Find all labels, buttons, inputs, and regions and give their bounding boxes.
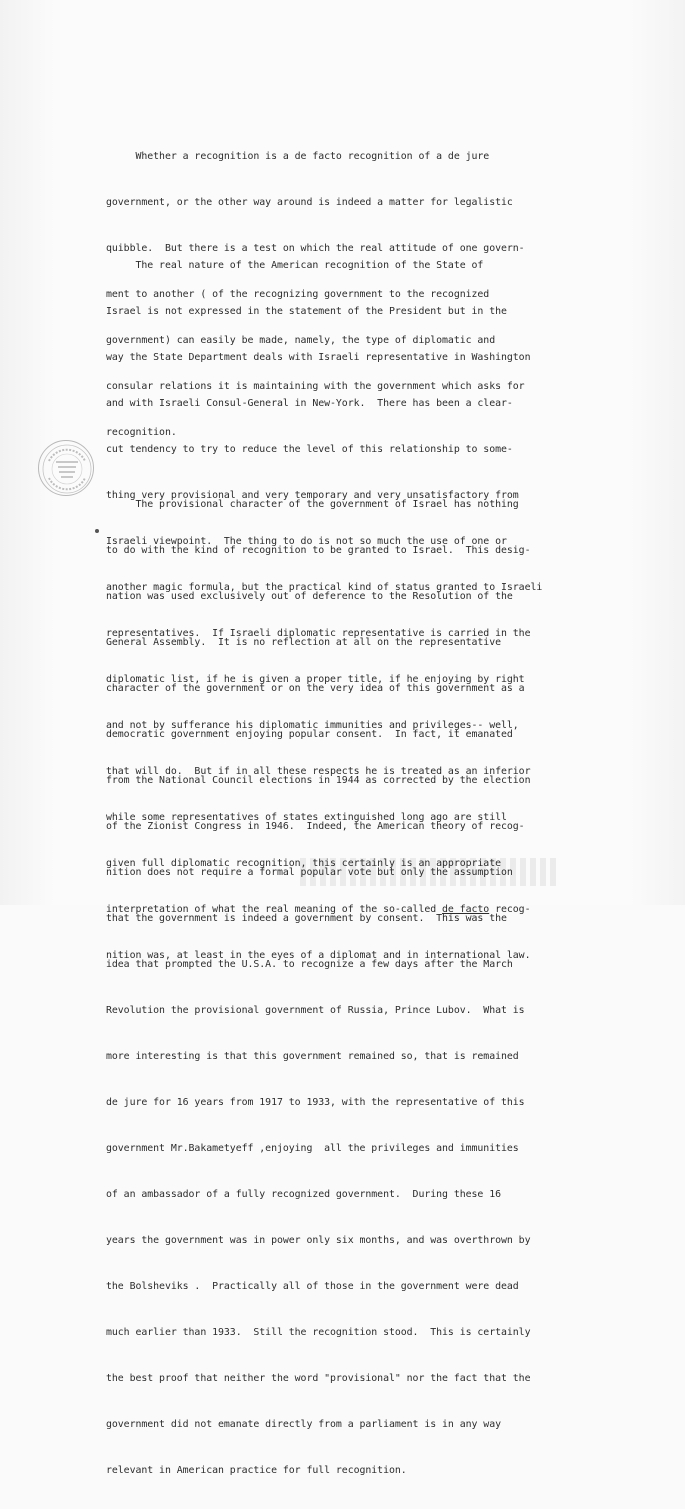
text-line: from the National Council elections in 1944 as corrected by the election bbox=[106, 774, 531, 786]
text-line: quibble. But there is a test on which the real attitude of one govern- bbox=[106, 242, 525, 254]
archive-seal-stamp-icon bbox=[38, 440, 94, 496]
text-line: much earlier than 1933. Still the recognition stood. This is certainly bbox=[106, 1327, 531, 1339]
text-line: Revolution the provisional government of Russia, Prince Lubov. What is bbox=[106, 1005, 525, 1017]
text-line: government did not emanate directly from a parliament is in any way bbox=[106, 1419, 501, 1431]
margin-mark bbox=[95, 529, 99, 533]
text-line: cut tendency to try to reduce the level of this relationship to some- bbox=[106, 443, 513, 455]
text-line: government) can easily be made, namely, the type of diplomatic and bbox=[106, 334, 496, 346]
text-line: Whether a recognition is a de facto recognition of a de jure bbox=[106, 150, 490, 162]
text-line: character of the government or on the very idea of this government as a bbox=[106, 682, 525, 694]
text-line: and not by sufferance his diplomatic immunities and privileges-- well, bbox=[106, 720, 519, 731]
text-line: The provisional character of the government of Israel has nothing bbox=[106, 498, 519, 510]
text-line: democratic government enjoying popular consent. In fact, it emanated bbox=[106, 728, 513, 740]
text-line: ment to another ( of the recognizing government to the recognized bbox=[106, 288, 490, 300]
text-line: of the Zionist Congress in 1946. Indeed, the American theory of recog- bbox=[106, 820, 525, 832]
text-line: years the government was in power only six months, and was overthrown by bbox=[106, 1235, 531, 1247]
text-line: more interesting is that this government remained so, that is remained bbox=[106, 1051, 519, 1063]
text-line: to do with the kind of recognition to be granted to Israel. This desig- bbox=[106, 544, 531, 556]
faint-bleed-through bbox=[300, 858, 560, 886]
text-line: given full diplomatic recognition, this certainly is an appropriate bbox=[106, 858, 501, 870]
text-line: General Assembly. It is no reflection at all on the representative bbox=[106, 636, 501, 648]
text-line: nation was used exclusively out of deference to the Resolution of the bbox=[106, 590, 513, 602]
text-line: another magic formula, but the practical kind of status granted to Israeli bbox=[106, 581, 543, 593]
text-fragment: interpretation of what the real meaning of the so-called bbox=[106, 904, 443, 916]
text-line: government Mr.Bakametyeff ,enjoying all the privileges and immunities bbox=[106, 1143, 519, 1155]
text-line: diplomatic list, if he is given a proper title, if he enjoying by right bbox=[106, 673, 525, 685]
text-line: representatives. If Israeli diplomatic representative is carried in the bbox=[106, 627, 531, 639]
text-line: relevant in American practice for full recognition. bbox=[106, 1465, 407, 1477]
text-line: Israel is not expressed in the statement of the President but in the bbox=[106, 305, 507, 317]
text-fragment: recog- bbox=[489, 904, 531, 916]
text-line: consular relations it is maintaining with the government which asks for bbox=[106, 380, 525, 392]
underlined-phrase: de facto bbox=[442, 904, 490, 916]
text-line: way the State Department deals with Israeli representative in Washington bbox=[106, 351, 531, 363]
text-line: idea that prompted the U.S.A. to recognize a few days after the March bbox=[106, 959, 513, 970]
text-line: The real nature of the American recognition of the State of bbox=[106, 259, 484, 271]
text-line: nition does not require a formal popular vote but only the assumption bbox=[106, 866, 513, 878]
text-line: de jure for 16 years from 1917 to 1933, with the representative of this bbox=[106, 1097, 525, 1109]
paragraph-3 bbox=[106, 466, 606, 1509]
text-line: that the government is indeed a government by consent. This was the bbox=[106, 912, 507, 924]
text-line: recognition. bbox=[106, 426, 177, 438]
text-line: nition was, at least in the eyes of a diplomat and in international law. bbox=[106, 950, 531, 962]
text-line: thing very provisional and very temporary and very unsatisfactory from bbox=[106, 489, 519, 501]
text-line: government, or the other way around is indeed a matter for legalistic bbox=[106, 196, 513, 208]
text-line: that will do. But if in all these respects he is treated as an inferior bbox=[106, 766, 531, 778]
text-line: the Bolsheviks . Practically all of those in the government were dead bbox=[106, 1281, 519, 1293]
text-line: and with Israeli Consul-General in New-York. There has been a clear- bbox=[106, 397, 513, 409]
text-line: the best proof that neither the word "provisional" nor the fact that the bbox=[106, 1373, 531, 1385]
text-line: while some representatives of states extinguished long ago are still bbox=[106, 812, 507, 824]
text-line: Israeli viewpoint. The thing to do is not so much the use of one or bbox=[106, 535, 507, 547]
text-line: of an ambassador of a fully recognized government. During these 16 bbox=[106, 1189, 501, 1201]
